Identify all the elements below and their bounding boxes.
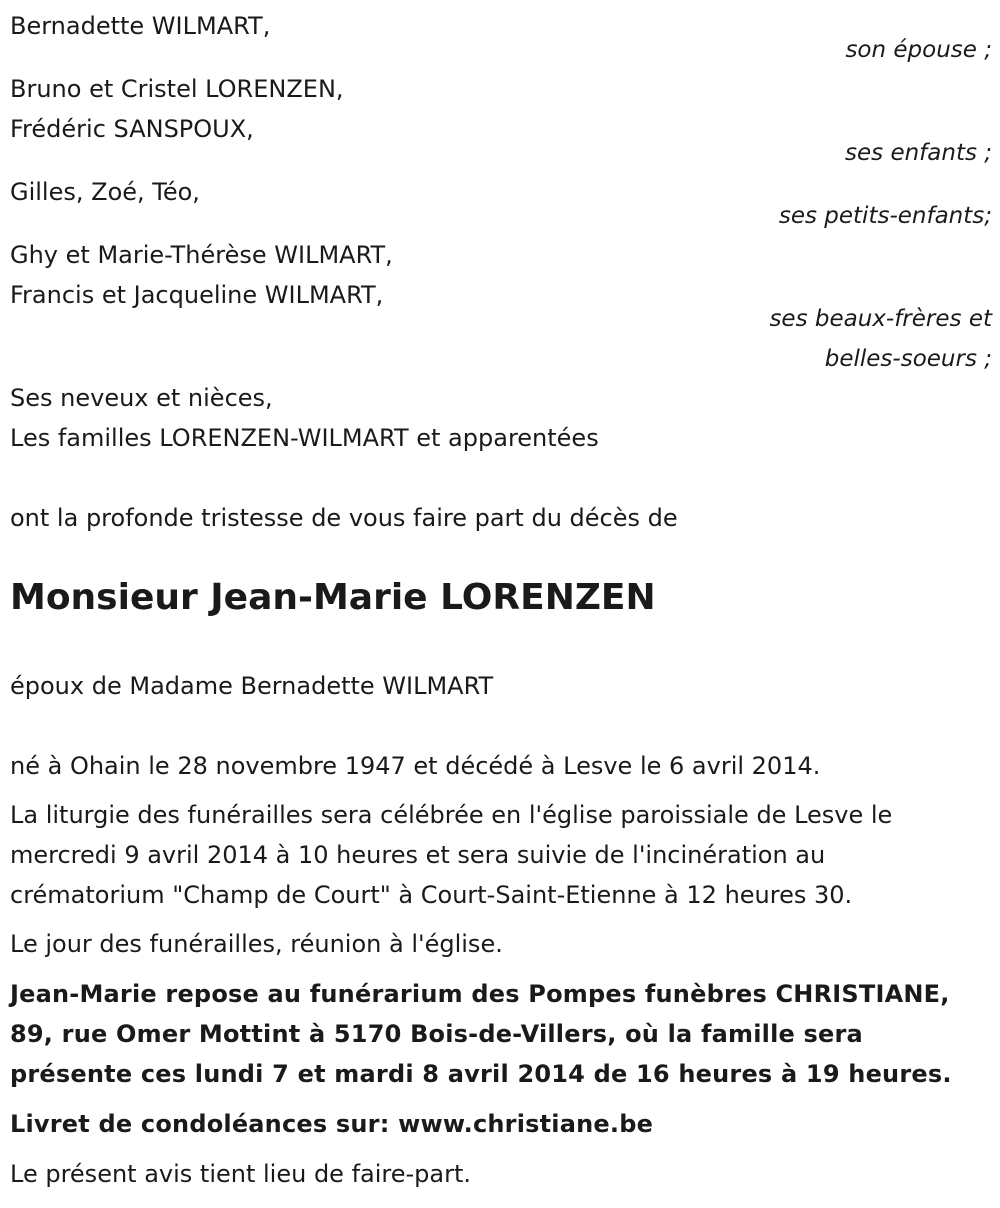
meeting-text: Le jour des funérailles, réunion à l'église. (10, 930, 503, 958)
birth-death-text: né à Ohain le 28 novembre 1947 et décédé à Lesve le 6 avril 2014. (10, 752, 821, 780)
liturgy-text: mercredi 9 avril 2014 à 10 heures et sera suivie de l'incinération au (10, 841, 826, 869)
funerarium-text: Jean-Marie repose au funérarium des Pompes funèbres CHRISTIANE, (10, 980, 950, 1008)
spouse-name: Bernadette WILMART, (10, 12, 271, 40)
children-role: ses enfants ; (845, 140, 992, 166)
liturgy-text: crématorium "Champ de Court" à Court-Saint-Etienne à 12 heures 30. (10, 881, 853, 909)
grandchildren-names: Gilles, Zoé, Téo, (10, 178, 200, 206)
obituary-notice (10, 0, 992, 1208)
child-name: Bruno et Cristel LORENZEN, (10, 75, 344, 103)
other-relatives: Les familles LORENZEN-WILMART et apparentées (10, 424, 599, 452)
notice-text: Le présent avis tient lieu de faire-part. (10, 1160, 472, 1188)
funerarium-text: présente ces lundi 7 et mardi 8 avril 2014 de 16 heures à 19 heures. (10, 1060, 952, 1088)
grandchildren-role: ses petits-enfants; (778, 203, 992, 229)
spouse-of-text: époux de Madame Bernadette WILMART (10, 672, 494, 700)
condolences-link-text: Livret de condoléances sur: www.christiane.be (10, 1110, 654, 1138)
announcement-text: ont la profonde tristesse de vous faire part du décès de (10, 504, 678, 532)
other-relatives: Ses neveux et nièces, (10, 384, 273, 412)
deceased-name: Monsieur Jean-Marie LORENZEN (10, 577, 656, 618)
liturgy-text: La liturgie des funérailles sera célébrée en l'église paroissiale de Lesve le (10, 801, 893, 829)
funerarium-text: 89, rue Omer Mottint à 5170 Bois-de-Villers, où la famille sera (10, 1020, 863, 1048)
in-laws-role: belles-soeurs ; (824, 346, 992, 372)
in-law-name: Ghy et Marie-Thérèse WILMART, (10, 241, 393, 269)
in-laws-role: ses beaux-frères et (769, 306, 992, 332)
spouse-role: son épouse ; (845, 37, 992, 63)
in-law-name: Francis et Jacqueline WILMART, (10, 281, 384, 309)
child-name: Frédéric SANSPOUX, (10, 115, 254, 143)
